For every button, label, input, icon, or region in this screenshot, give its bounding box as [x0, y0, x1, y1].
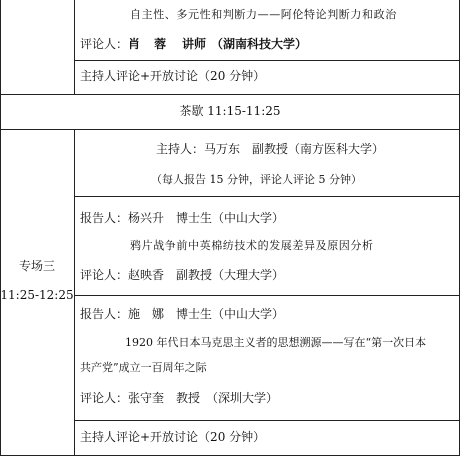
reporter-line: 报告人：施 娜 博士生（中山大学） [80, 307, 285, 321]
row-divider [74, 196, 460, 197]
session-host: 主持人：马万东 副教授（南方医科大学） [156, 142, 385, 156]
row-divider [0, 129, 460, 130]
table-right-border [459, 0, 460, 456]
talk-title: 鸦片战争前中英棉纺技术的发展差异及原因分析 [130, 239, 374, 252]
commenter-line: 评论人：赵映香 副教授（大理大学） [80, 268, 285, 282]
row-divider [74, 420, 460, 421]
talk-title-line2: 共产党”成立一百周年之际 [80, 361, 207, 374]
talk-title: 自主性、多元性和判断力——阿伦特论判断力和政治 [130, 8, 397, 21]
commenter-line: 评论人：张守奎 教授 （深圳大学） [80, 391, 279, 405]
commenter-affiliation: （湖南科技大学） [211, 37, 308, 51]
table-left-border [0, 0, 1, 456]
tea-break: 茶歇 11:15-11:25 [179, 104, 281, 118]
row-divider [74, 295, 460, 296]
row-divider [74, 60, 460, 61]
commenter-label: 评论人： [80, 37, 129, 51]
session-time: 11:25-12:25 [0, 288, 74, 302]
column-divider-top [74, 0, 75, 95]
host-discussion: 主持人评论+开放讨论（20 分钟） [80, 69, 266, 83]
row-divider [0, 94, 460, 95]
commenter-name: 肖 蓉 [128, 37, 172, 51]
talk-title-line1: 1920 年代日本马克思主义者的思想溯源——写在“第一次日本 [125, 336, 427, 349]
host-discussion: 主持人评论+开放讨论（20 分钟） [80, 430, 266, 444]
reporter-line: 报告人：杨兴升 博士生（中山大学） [80, 211, 285, 225]
commenter-rank: 讲师 [182, 37, 207, 51]
column-divider-session3 [74, 130, 75, 456]
session-rule: （每人报告 15 分钟，评论人评论 5 分钟） [151, 173, 362, 186]
session-name: 专场三 [18, 259, 55, 273]
